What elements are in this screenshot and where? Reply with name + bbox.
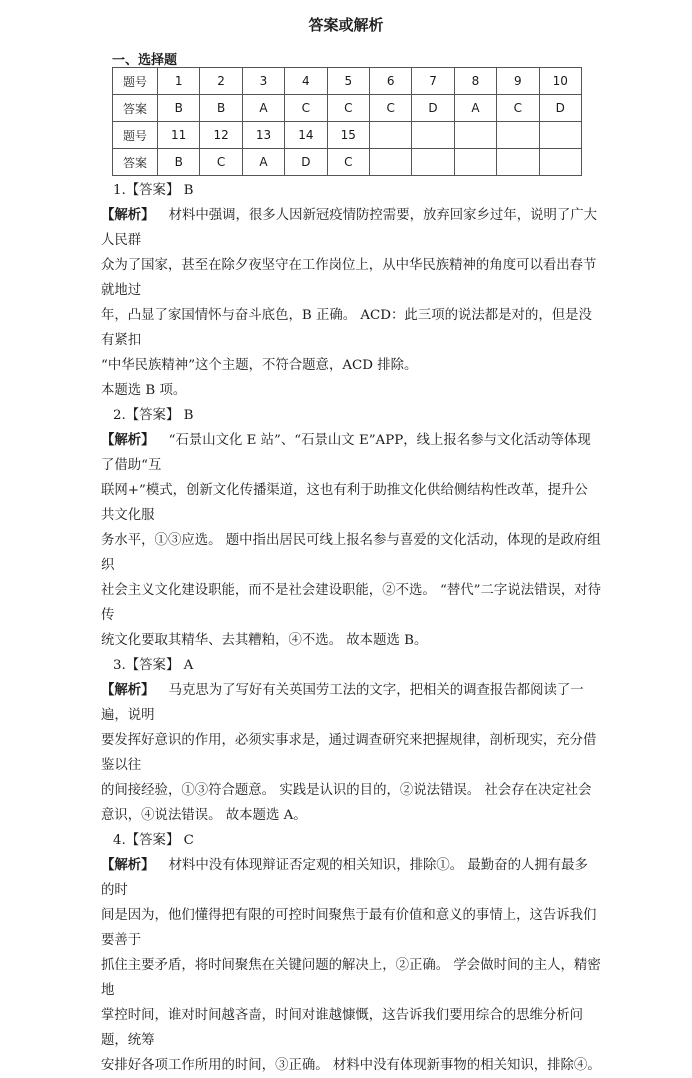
answer-cell — [369, 149, 411, 176]
question-2-line: 统文化要取其精华、去其糟粕，④不选。 故本题选 B。 — [101, 633, 428, 648]
answer-cell: D — [539, 95, 581, 122]
question-1-line: 年，凸显了家国情怀与奋斗底色，B 正确。 ACD：此三项的说法都是对的，但是没有紧扣 — [101, 308, 592, 348]
question-number — [454, 122, 496, 149]
analysis-text: “石景山文化 E 站”、“石景山文 E”APP，线上报名参与文化活动等体现了借助“互 — [101, 433, 591, 473]
question-number — [369, 122, 411, 149]
answer-cell — [539, 149, 581, 176]
question-2-answer: 2.【答案】 B — [113, 408, 194, 423]
question-number: 15 — [327, 122, 369, 149]
table-row — [113, 122, 582, 149]
answer-cell — [412, 149, 454, 176]
question-number: 14 — [285, 122, 327, 149]
answer-cell: C — [327, 95, 369, 122]
question-2-line: 社会主义文化建设职能，而不是社会建设职能，②不选。 “替代”二字说法错误，对待传 — [101, 583, 602, 623]
answer-cell: A — [242, 95, 284, 122]
question-number: 10 — [539, 68, 581, 95]
question-2-line: 务水平，①③应选。 题中指出居民可线上报名参与喜爱的文化活动，体现的是政府组织 — [101, 533, 601, 573]
answer-cell: C — [369, 95, 411, 122]
question-3-answer: 3.【答案】 A — [113, 658, 194, 673]
answer-cell: C — [200, 149, 242, 176]
answer-cell — [497, 149, 539, 176]
answer-cell: D — [285, 149, 327, 176]
table-row — [113, 68, 582, 95]
question-3-line — [101, 678, 601, 728]
question-number — [412, 122, 454, 149]
row-label: 题号 — [113, 122, 158, 149]
answer-cell — [454, 149, 496, 176]
question-number: 6 — [369, 68, 411, 95]
question-4-line: 掌控时间，谁对时间越吝啬，时间对谁越慷慨，这告诉我们要用综合的思维分析问题，统筹 — [101, 1008, 584, 1048]
answer-cell: B — [158, 149, 200, 176]
question-1-line: “中华民族精神”这个主题，不符合题意，ACD 排除。 — [101, 358, 418, 373]
question-2-line: 联网+”模式，创新文化传播渠道，这也有利于助推文化供给侧结构性改革，提升公共文化服 — [101, 483, 588, 523]
question-1-line: 本题选 B 项。 — [101, 383, 187, 398]
row-label: 答案 — [113, 149, 158, 176]
analysis-text: 材料中没有体现辩证否定观的相关知识，排除①。 最勤奋的人拥有最多的时 — [101, 858, 588, 898]
analysis-text: 马克思为了写好有关英国劳工法的文字，把相关的调查报告都阅读了一遍，说明 — [101, 683, 584, 723]
answer-cell: C — [327, 149, 369, 176]
table-row — [113, 95, 582, 122]
question-number: 7 — [412, 68, 454, 95]
question-number: 4 — [285, 68, 327, 95]
row-label: 答案 — [113, 95, 158, 122]
question-1-line: 众为了国家，甚至在除夕夜坚守在工作岗位上，从中华民族精神的角度可以看出春节就地过 — [101, 258, 597, 298]
table-row — [113, 149, 582, 176]
section-title: 一、选择题 — [112, 53, 178, 68]
analysis-text: 材料中强调，很多人因新冠疫情防控需要，放弃回家乡过年，说明了广大人民群 — [101, 208, 598, 248]
row-label: 题号 — [113, 68, 158, 95]
answer-cell: B — [200, 95, 242, 122]
answer-cell: C — [285, 95, 327, 122]
question-number: 5 — [327, 68, 369, 95]
answer-cell: C — [497, 95, 539, 122]
question-1-line — [101, 203, 601, 253]
question-4-line: 间是因为，他们懂得把有限的可控时间聚焦于最有价值和意义的事情上，这告诉我们要善于 — [101, 908, 597, 948]
question-3-line: 的间接经验，①③符合题意。 实践是认识的目的，②说法错误。 社会存在决定社会 — [101, 783, 592, 798]
analysis-label: 【解析】 — [101, 857, 155, 873]
question-number — [539, 122, 581, 149]
question-4-answer: 4.【答案】 C — [113, 833, 194, 848]
question-1-answer: 1.【答案】 B — [113, 183, 194, 198]
question-number: 9 — [497, 68, 539, 95]
question-number: 12 — [200, 122, 242, 149]
question-number: 11 — [158, 122, 200, 149]
question-4-line: 安排好各项工作所用的时间，③正确。 材料中没有体现新事物的相关知识，排除④。 — [101, 1058, 601, 1073]
analysis-label: 【解析】 — [101, 432, 155, 448]
question-number: 1 — [158, 68, 200, 95]
question-number: 3 — [242, 68, 284, 95]
answer-cell: A — [454, 95, 496, 122]
question-3-line: 意识，④说法错误。 故本题选 A。 — [101, 808, 307, 823]
answer-cell: B — [158, 95, 200, 122]
question-number: 8 — [454, 68, 496, 95]
question-4-line — [101, 853, 601, 903]
analysis-label: 【解析】 — [101, 682, 155, 698]
question-4-line: 抓住主要矛盾，将时间聚焦在关键问题的解决上，②正确。 学会做时间的主人，精密地 — [101, 958, 601, 998]
answer-cell: D — [412, 95, 454, 122]
explanations — [101, 178, 601, 1078]
question-number: 2 — [200, 68, 242, 95]
answer-table — [112, 67, 582, 176]
question-number: 13 — [242, 122, 284, 149]
document-title: 答案或解析 — [308, 16, 384, 34]
question-3-line: 要发挥好意识的作用，必须实事求是，通过调查研究来把握规律，剖析现实，充分借鉴以往 — [101, 733, 597, 773]
answer-cell: A — [242, 149, 284, 176]
question-number — [497, 122, 539, 149]
question-2-line — [101, 428, 601, 478]
analysis-label: 【解析】 — [101, 207, 155, 223]
